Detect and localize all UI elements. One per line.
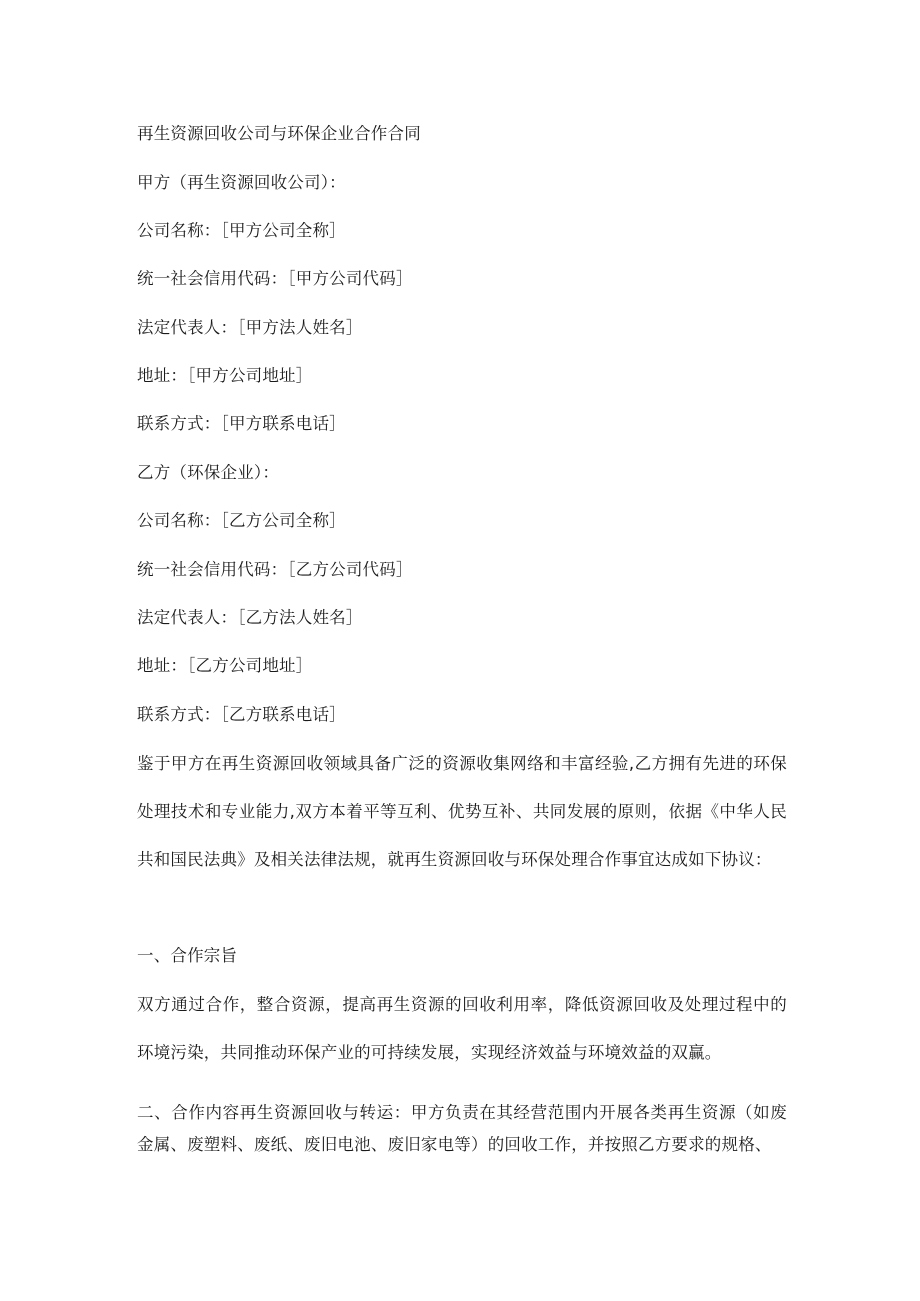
party-a-address: 地址：［甲方公司地址］ (137, 366, 313, 385)
party-a-contact: 联系方式：［甲方联系电话］ (137, 414, 346, 433)
party-a-heading: 甲方（再生资源回收公司）： (137, 173, 346, 192)
party-a-company-name: 公司名称：［甲方公司全称］ (137, 221, 346, 240)
preamble-paragraph: 鉴于甲方在再生资源回收领域具备广泛的资源收集网络和丰富经验,乙方拥有先进的环保处理技术和专业能力,双方本着平等互利、优势互补、共同发展的原则，依据《中华人民共和国民法典》及相关法律法规，就再生资源回收与环保处理合作事宜达成如下协议： (137, 754, 787, 869)
section-1-body: 双方通过合作，整合资源，提高再生资源的回收利用率，降低资源回收及处理过程中的环境污染，共同推动环保产业的可持续发展，实现经济效益与环境效益的双赢。 (137, 995, 787, 1062)
party-a-legal-rep: 法定代表人：［甲方法人姓名］ (137, 318, 363, 337)
section-2-body: 二、合作内容再生资源回收与转运：甲方负责在其经营范围内开展各类再生资源（如废金属、废塑料、废纸、废旧电池、废旧家电等）的回收工作，并按照乙方要求的规格、 (137, 1103, 787, 1154)
party-b-legal-rep: 法定代表人：［乙方法人姓名］ (137, 608, 363, 627)
party-b-company-name: 公司名称：［乙方公司全称］ (137, 511, 346, 530)
party-b-heading: 乙方（环保企业）： (137, 463, 280, 482)
party-b-contact: 联系方式：［乙方联系电话］ (137, 705, 346, 724)
party-b-address: 地址：［乙方公司地址］ (137, 656, 313, 675)
party-b-credit-code: 统一社会信用代码：［乙方公司代码］ (137, 560, 413, 579)
section-1-heading: 一、合作宗旨 (137, 946, 238, 965)
document-title: 再生资源回收公司与环保企业合作合同 (137, 124, 421, 143)
party-a-credit-code: 统一社会信用代码：［甲方公司代码］ (137, 269, 413, 288)
